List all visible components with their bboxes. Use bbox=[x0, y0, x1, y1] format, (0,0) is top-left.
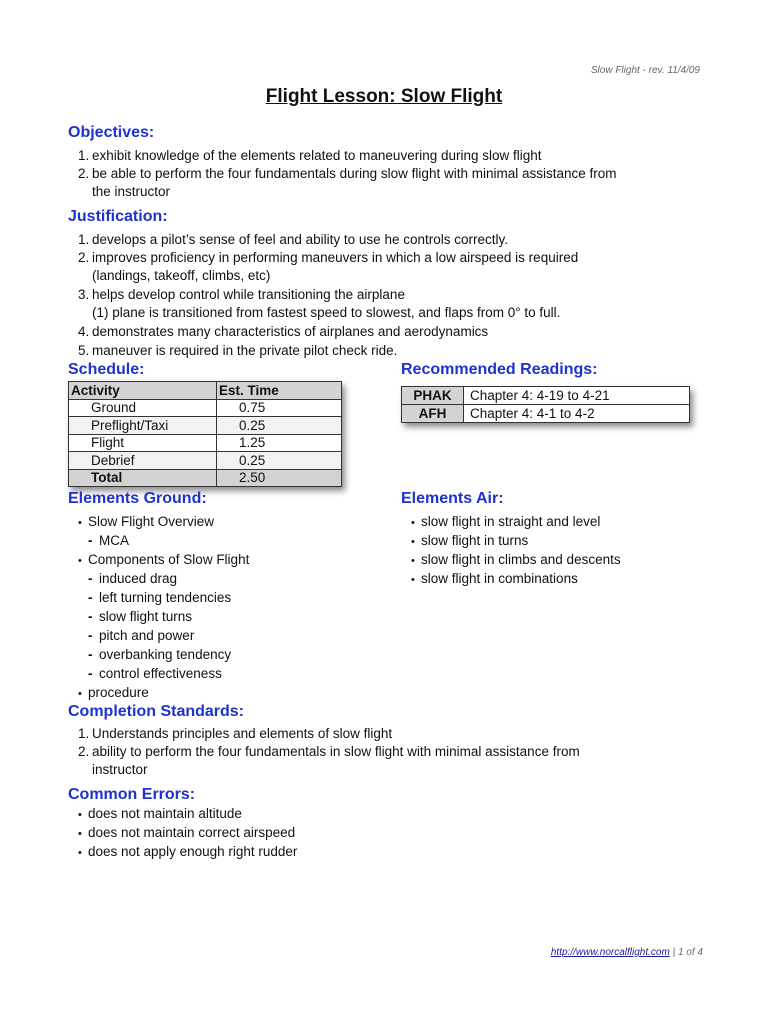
justification-item: 2. improves proficiency in performing maneuvers in which a low airspeed is required bbox=[78, 250, 579, 265]
completion-item: 1. Understands principles and elements of slow flight bbox=[78, 726, 393, 741]
justification-item: 1. develops a pilot’s sense of feel and ability to use he controls correctly. bbox=[78, 232, 508, 247]
list-subitem: - slow flight turns bbox=[88, 609, 193, 624]
time-cell: 1.25 bbox=[217, 434, 342, 452]
activity-cell: Ground bbox=[69, 399, 217, 417]
readings-heading: Recommended Readings: bbox=[401, 361, 598, 378]
column-header-activity: Activity bbox=[69, 382, 217, 400]
table-row bbox=[69, 452, 342, 470]
website-link[interactable]: http://www.norcalflight.com bbox=[550, 947, 670, 958]
justification-heading: Justification: bbox=[68, 208, 168, 225]
list-subitem: - MCA bbox=[88, 533, 129, 548]
list-item: • procedure bbox=[78, 685, 149, 700]
justification-item: 5. maneuver is required in the private pilot check ride. bbox=[78, 343, 398, 358]
justification-item: 4. demonstrates many characteristics of airplanes and aerodynamics bbox=[78, 324, 489, 339]
errors-heading: Common Errors: bbox=[68, 786, 196, 803]
objectives-heading: Objectives: bbox=[68, 124, 155, 141]
schedule-header-row bbox=[69, 382, 342, 400]
list-subitem: - left turning tendencies bbox=[88, 590, 232, 605]
activity-cell: Preflight/Taxi bbox=[69, 417, 217, 435]
justification-item: 3. helps develop control while transitioning the airplane bbox=[78, 287, 405, 302]
table-row bbox=[69, 417, 342, 435]
table-row bbox=[402, 405, 690, 423]
time-cell: 0.25 bbox=[217, 452, 342, 470]
reading-source: AFH bbox=[402, 405, 464, 423]
completion-item: 2. ability to perform the four fundamentals in slow flight with minimal assistance from bbox=[78, 744, 580, 759]
table-row bbox=[402, 387, 690, 405]
list-item: • does not maintain altitude bbox=[78, 806, 242, 821]
list-item: • slow flight in straight and level bbox=[411, 514, 601, 529]
column-header-est-time: Est. Time bbox=[217, 382, 342, 400]
schedule-heading: Schedule: bbox=[68, 361, 145, 378]
time-cell: 0.75 bbox=[217, 399, 342, 417]
total-label: Total bbox=[69, 469, 217, 487]
reading-chapter: Chapter 4: 4-19 to 4-21 bbox=[464, 387, 690, 405]
list-subitem: - induced drag bbox=[88, 571, 178, 586]
time-cell: 0.25 bbox=[217, 417, 342, 435]
list-item: • slow flight in combinations bbox=[411, 571, 578, 586]
table-row bbox=[69, 399, 342, 417]
activity-cell: Debrief bbox=[69, 452, 217, 470]
reading-chapter: Chapter 4: 4-1 to 4-2 bbox=[464, 405, 690, 423]
page-footer bbox=[551, 947, 703, 958]
table-row bbox=[69, 434, 342, 452]
list-subitem: - control effectiveness bbox=[88, 666, 222, 681]
total-value: 2.50 bbox=[217, 469, 342, 487]
schedule-table bbox=[68, 381, 342, 487]
page-title: Flight Lesson: Slow Flight bbox=[265, 86, 503, 107]
list-item: • slow flight in climbs and descents bbox=[411, 552, 621, 567]
objective-item-continuation: the instructor bbox=[92, 184, 171, 199]
completion-item-continuation: instructor bbox=[92, 762, 148, 777]
list-item: • does not apply enough right rudder bbox=[78, 844, 298, 859]
reading-source: PHAK bbox=[402, 387, 464, 405]
justification-item-continuation: (landings, takeoff, climbs, etc) bbox=[92, 268, 271, 283]
revision-label: Slow Flight - rev. 11/4/09 bbox=[590, 65, 700, 76]
objective-item: 1. exhibit knowledge of the elements related to maneuvering during slow flight bbox=[78, 148, 542, 163]
list-subitem: - overbanking tendency bbox=[88, 647, 232, 662]
page-number: | 1 of 4 bbox=[669, 947, 703, 958]
readings-table bbox=[401, 386, 690, 423]
list-item: • Slow Flight Overview bbox=[78, 514, 215, 529]
justification-item-continuation: (1) plane is transitioned from fastest speed to slowest, and flaps from 0° to full. bbox=[92, 305, 561, 320]
objective-item: 2. be able to perform the four fundamentals during slow flight with minimal assistance from bbox=[78, 166, 617, 181]
elements-ground-heading: Elements Ground: bbox=[68, 490, 207, 507]
list-item: • Components of Slow Flight bbox=[78, 552, 250, 567]
list-item: • slow flight in turns bbox=[411, 533, 529, 548]
elements-air-heading: Elements Air: bbox=[401, 490, 504, 507]
total-row bbox=[69, 469, 342, 487]
activity-cell: Flight bbox=[69, 434, 217, 452]
completion-heading: Completion Standards: bbox=[68, 703, 245, 720]
list-item: • does not maintain correct airspeed bbox=[78, 825, 296, 840]
list-subitem: - pitch and power bbox=[88, 628, 195, 643]
